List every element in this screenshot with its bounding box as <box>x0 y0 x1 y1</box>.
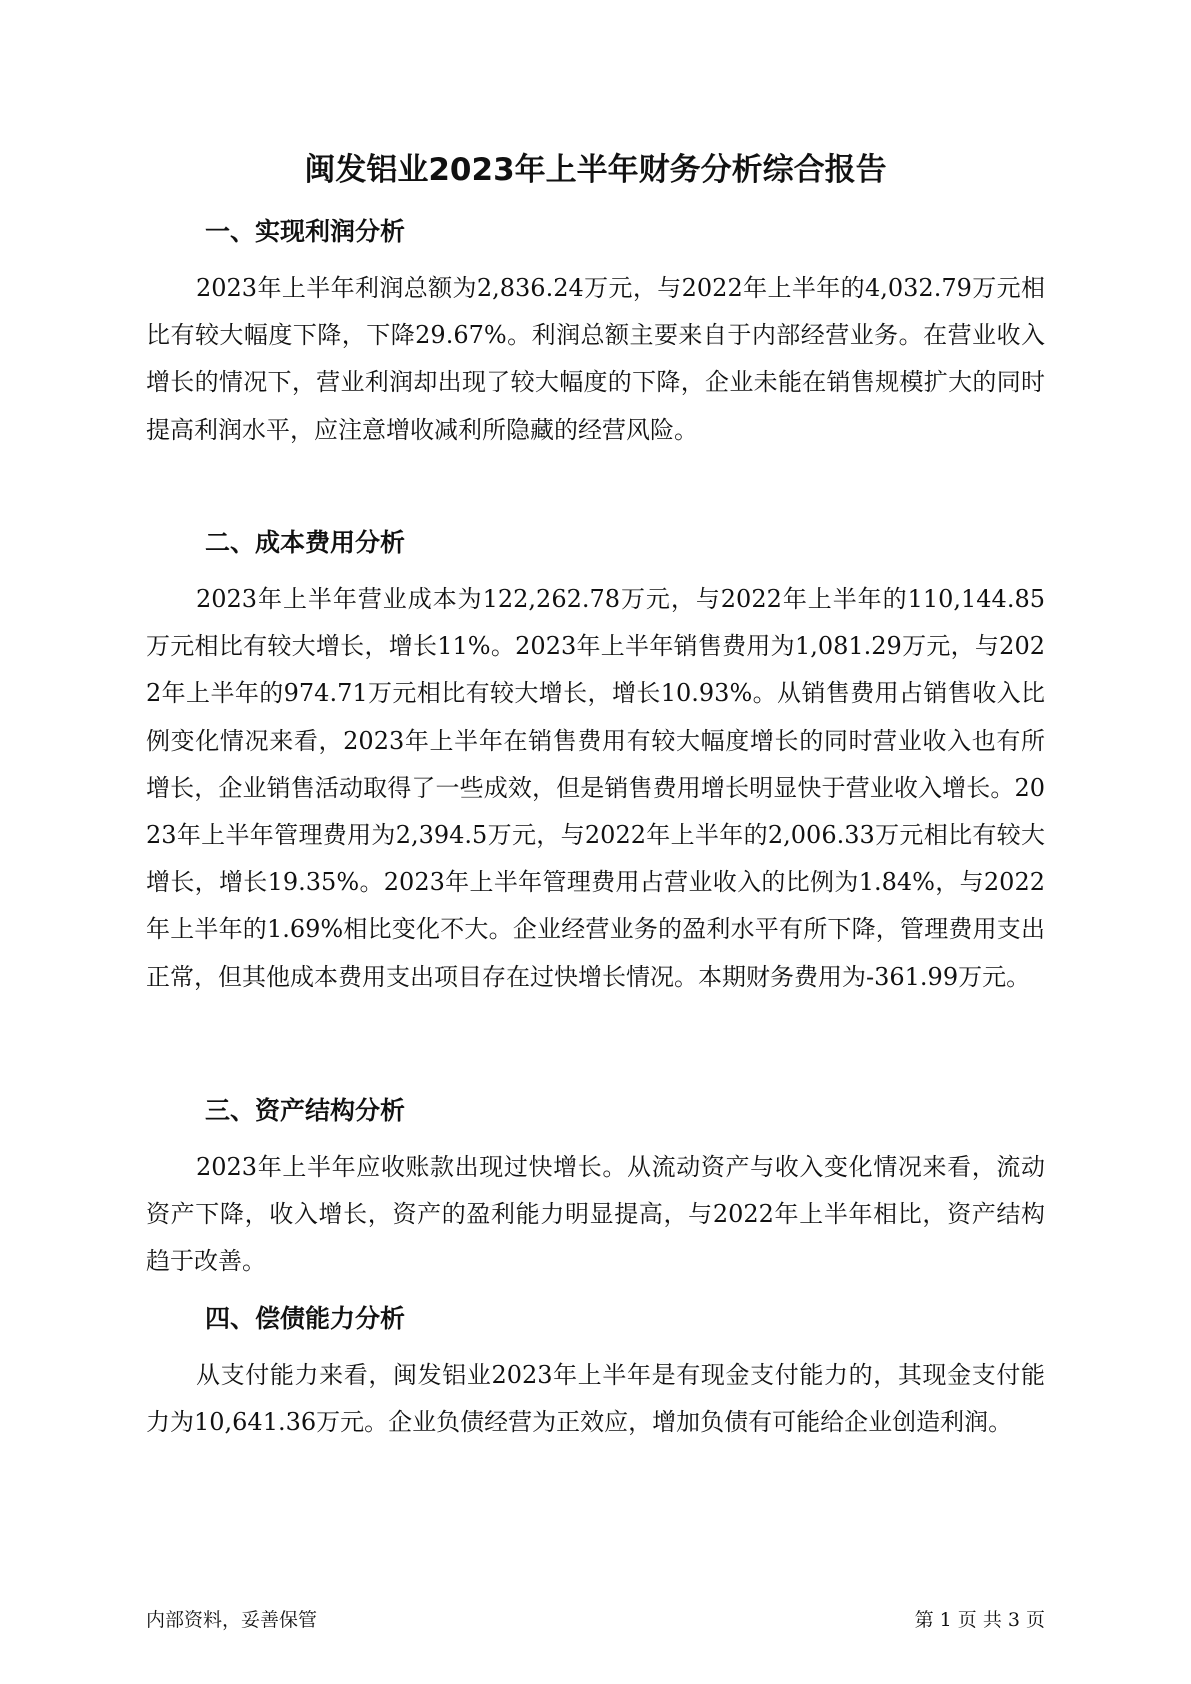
footer-page-number: 第 1 页 共 3 页 <box>914 1609 1045 1631</box>
section-paragraph-cost: 2023年上半年营业成本为122,262.78万元，与2022年上半年的110,144.85万元相比有较大增长，增长11%。2023年上半年销售费用为1,081.29万元，与2022年上半年的974.71万元相比有较大增长，增长10.93%。从销售费用占销售收入比例变化情况来看，2023年上半年在销售费用有较大幅度增长的同时营业收入也有所增长，企业销售活动取得了一些成效，但是销售费用增长明显快于营业收入增长。2023年上半年管理费用为2,394.5万元，与2022年上半年的2,006.33万元相比有较大增长，增长19.35%。2023年上半年管理费用占营业收入的比例为1.84%，与2022年上半年的1.69%相比变化不大。企业经营业务的盈利水平有所下降，管理费用支出正常，但其他成本费用支出项目存在过快增长情况。本期财务费用为-361.99万元。 <box>146 585 1045 991</box>
section-heading-profit: 一、实现利润分析 <box>205 217 406 246</box>
section-paragraph-profit: 2023年上半年利润总额为2,836.24万元，与2022年上半年的4,032.79万元相比有较大幅度下降，下降29.67%。利润总额主要来自于内部经营业务。在营业收入增长的情况下，营业利润却出现了较大幅度的下降，企业未能在销售规模扩大的同时提高利润水平，应注意增收减利所隐藏的经营风险。 <box>146 274 1045 444</box>
section-heading-cost: 二、成本费用分析 <box>205 528 406 557</box>
section-paragraph-assets: 2023年上半年应收账款出现过快增长。从流动资产与收入变化情况来看，流动资产下降，收入增长，资产的盈利能力明显提高，与2022年上半年相比，资产结构趋于改善。 <box>146 1153 1045 1276</box>
section-heading-solvency: 四、偿债能力分析 <box>205 1304 406 1333</box>
section-paragraph-solvency: 从支付能力来看，闽发铝业2023年上半年是有现金支付能力的，其现金支付能力为10,641.36万元。企业负债经营为正效应，增加负债有可能给企业创造利润。 <box>146 1361 1045 1437</box>
report-title: 闽发铝业2023年上半年财务分析综合报告 <box>304 152 887 188</box>
section-heading-assets: 三、资产结构分析 <box>205 1096 406 1125</box>
footer-confidential-note: 内部资料，妥善保管 <box>146 1609 318 1631</box>
